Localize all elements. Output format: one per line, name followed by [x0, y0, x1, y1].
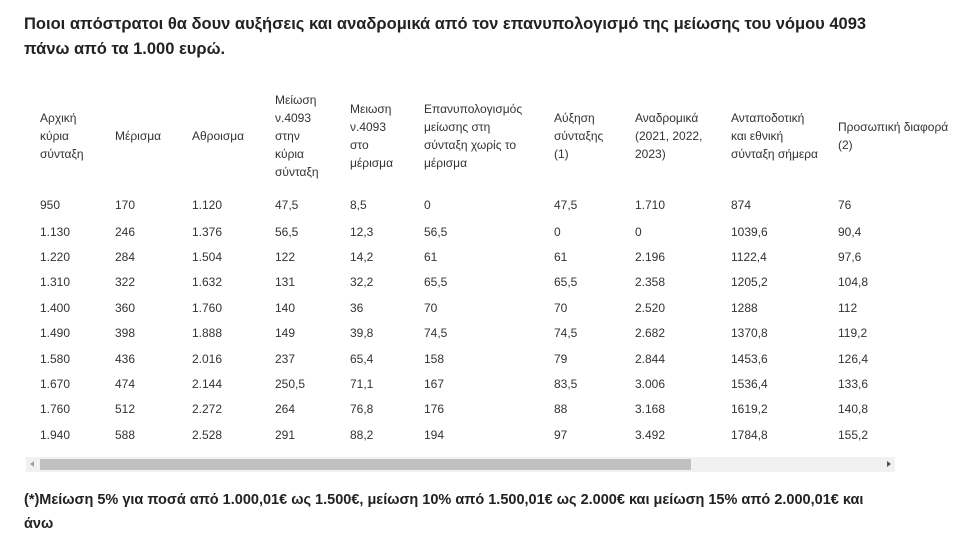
table-cell: 0 — [424, 197, 431, 212]
table-cell: 2.520 — [635, 300, 666, 315]
table-cell: 79 — [554, 351, 568, 366]
table-cell: 131 — [275, 275, 296, 290]
table-cell: 237 — [275, 351, 296, 366]
footnote: (*)Μείωση 5% για ποσά από 1.000,01€ ως 1.500€, μείωση 10% από 1.500,01€ ως 2.000€ και μείωση 15% από 2.000,01€ και άνω — [24, 492, 864, 532]
pension-table — [26, 82, 966, 448]
table-cell: 88 — [554, 402, 568, 417]
table-cell: 76,8 — [350, 402, 374, 417]
header-cell: Μειωση ν.4093 στο μέρισμα — [350, 102, 394, 170]
table-cell: 1122,4 — [731, 250, 767, 265]
header-cell: Αθροισμα — [192, 129, 245, 143]
table-cell: 3.492 — [635, 427, 666, 442]
table-cell: 70 — [554, 300, 568, 315]
table-cell: 83,5 — [554, 377, 578, 392]
table-cell: 1.940 — [40, 427, 71, 442]
table-cell: 1370,8 — [731, 326, 768, 341]
header-cell: Αύξηση σύνταξης (1) — [554, 111, 604, 161]
table-body — [26, 190, 966, 448]
scrollbar-thumb[interactable] — [40, 459, 691, 470]
table-cell: 36 — [350, 300, 364, 315]
table-cell: 56,5 — [275, 224, 299, 239]
table-cell: 1.490 — [40, 326, 71, 341]
table-cell: 1.120 — [192, 197, 223, 212]
header-cell: Μέρισμα — [115, 129, 162, 143]
horizontal-scrollbar[interactable] — [26, 457, 895, 472]
table-cell: 1453,6 — [731, 351, 768, 366]
table-cell: 74,5 — [424, 326, 448, 341]
table-cell: 47,5 — [554, 197, 578, 212]
table-cell: 140 — [275, 300, 296, 315]
table-cell: 112 — [838, 300, 858, 315]
table-cell: 2.528 — [192, 427, 223, 442]
scroll-left-arrow-icon[interactable] — [30, 461, 34, 467]
table-cell: 398 — [115, 326, 136, 341]
table-cell: 246 — [115, 224, 136, 239]
table-cell: 1288 — [731, 300, 758, 315]
table-cell: 436 — [115, 351, 136, 366]
table-cell: 76 — [838, 197, 852, 212]
table-cell: 97 — [554, 427, 568, 442]
header-cell: Μείωση ν.4093 στην κύρια σύνταξη — [275, 93, 319, 179]
table-cell: 322 — [115, 275, 136, 290]
table-cell: 61 — [424, 250, 438, 265]
table-cell: 167 — [424, 377, 445, 392]
table-cell: 97,6 — [838, 250, 862, 265]
table-cell: 512 — [115, 402, 136, 417]
table-row — [26, 321, 966, 346]
table-cell: 12,3 — [350, 224, 374, 239]
table-row — [26, 190, 966, 219]
table-cell: 119,2 — [838, 326, 868, 341]
table-scroll-container[interactable] — [26, 82, 949, 456]
table-cell: 950 — [40, 197, 61, 212]
table-row — [26, 270, 966, 295]
header-cell: Προσωπική διαφορά (2) — [838, 120, 949, 152]
table-cell: 291 — [275, 427, 296, 442]
header-row — [26, 82, 966, 190]
table-cell: 2.144 — [192, 377, 223, 392]
table-cell: 61 — [554, 250, 568, 265]
table-cell: 71,1 — [350, 377, 374, 392]
table-cell: 3.006 — [635, 377, 666, 392]
table-cell: 122 — [275, 250, 296, 265]
table-cell: 65,5 — [424, 275, 448, 290]
table-cell: 1.670 — [40, 377, 71, 392]
table-cell: 39,8 — [350, 326, 374, 341]
table-cell: 2.272 — [192, 402, 223, 417]
table-cell: 104,8 — [838, 275, 869, 290]
table-row — [26, 422, 966, 447]
header-cell: Αναδρομικά (2021, 2022, 2023) — [635, 111, 703, 161]
table-cell: 155,2 — [838, 427, 869, 442]
table-cell: 90,4 — [838, 224, 862, 239]
table-header — [26, 82, 966, 190]
table-cell: 56,5 — [424, 224, 448, 239]
table-cell: 1039,6 — [731, 224, 768, 239]
table-cell: 1536,4 — [731, 377, 768, 392]
table-cell: 140,8 — [838, 402, 869, 417]
table-cell: 2.358 — [635, 275, 666, 290]
table-cell: 474 — [115, 377, 136, 392]
table-row — [26, 244, 966, 269]
table-cell: 874 — [731, 197, 752, 212]
table-cell: 74,5 — [554, 326, 578, 341]
table-cell: 2.682 — [635, 326, 666, 341]
table-cell: 1205,2 — [731, 275, 768, 290]
table-cell: 65,4 — [350, 351, 374, 366]
header-cell: Αρχική κύρια σύνταξη — [40, 111, 84, 161]
table-row — [26, 371, 966, 396]
table-cell: 1.220 — [40, 250, 71, 265]
header-cell: Επανυπολογισμός μείωσης στη σύνταξη χωρίς το μέρισμα — [424, 102, 523, 170]
table-row — [26, 295, 966, 320]
table-cell: 65,5 — [554, 275, 578, 290]
table-cell: 176 — [424, 402, 445, 417]
table-cell: 70 — [424, 300, 438, 315]
table-cell: 1.130 — [40, 224, 71, 239]
table-cell: 14,2 — [350, 250, 374, 265]
scroll-right-arrow-icon[interactable] — [887, 461, 891, 467]
table-cell: 1.710 — [635, 197, 666, 212]
table-cell: 360 — [115, 300, 136, 315]
table-cell: 1.400 — [40, 300, 71, 315]
table-cell: 1.376 — [192, 224, 223, 239]
table-cell: 1619,2 — [731, 402, 768, 417]
table-cell: 1.760 — [40, 402, 71, 417]
table-cell: 126,4 — [838, 351, 869, 366]
table-cell: 88,2 — [350, 427, 374, 442]
table-cell: 1.580 — [40, 351, 71, 366]
table-cell: 149 — [275, 326, 296, 341]
table-cell: 0 — [554, 224, 561, 239]
table-cell: 1784,8 — [731, 427, 768, 442]
table-cell: 2.016 — [192, 351, 223, 366]
table-row — [26, 346, 966, 371]
table-cell: 284 — [115, 250, 136, 265]
table-cell: 1.632 — [192, 275, 223, 290]
table-row — [26, 219, 966, 244]
table-cell: 1.888 — [192, 326, 223, 341]
table-cell: 264 — [275, 402, 296, 417]
table-row — [26, 397, 966, 422]
table-cell: 47,5 — [275, 197, 299, 212]
header-cell: Ανταποδοτική και εθνική σύνταξη σήμερα — [731, 111, 818, 161]
table-cell: 2.844 — [635, 351, 666, 366]
table-cell: 2.196 — [635, 250, 666, 265]
table-cell: 133,6 — [838, 377, 869, 392]
table-cell: 250,5 — [275, 377, 306, 392]
table-cell: 194 — [424, 427, 445, 442]
page-title: Ποιοι απόστρατοι θα δουν αυξήσεις και αναδρομικά από τον επανυπολογισμό της μείωσης του νόμου 4093 πάνω από τα 1.000 ευρώ. — [24, 15, 867, 58]
table-cell: 588 — [115, 427, 136, 442]
table-cell: 1.504 — [192, 250, 223, 265]
table-cell: 1.310 — [40, 275, 71, 290]
table-cell: 32,2 — [350, 275, 374, 290]
table-cell: 158 — [424, 351, 445, 366]
table-cell: 170 — [115, 197, 136, 212]
table-cell: 0 — [635, 224, 642, 239]
table-cell: 1.760 — [192, 300, 223, 315]
table-cell: 3.168 — [635, 402, 666, 417]
table-cell: 8,5 — [350, 197, 367, 212]
